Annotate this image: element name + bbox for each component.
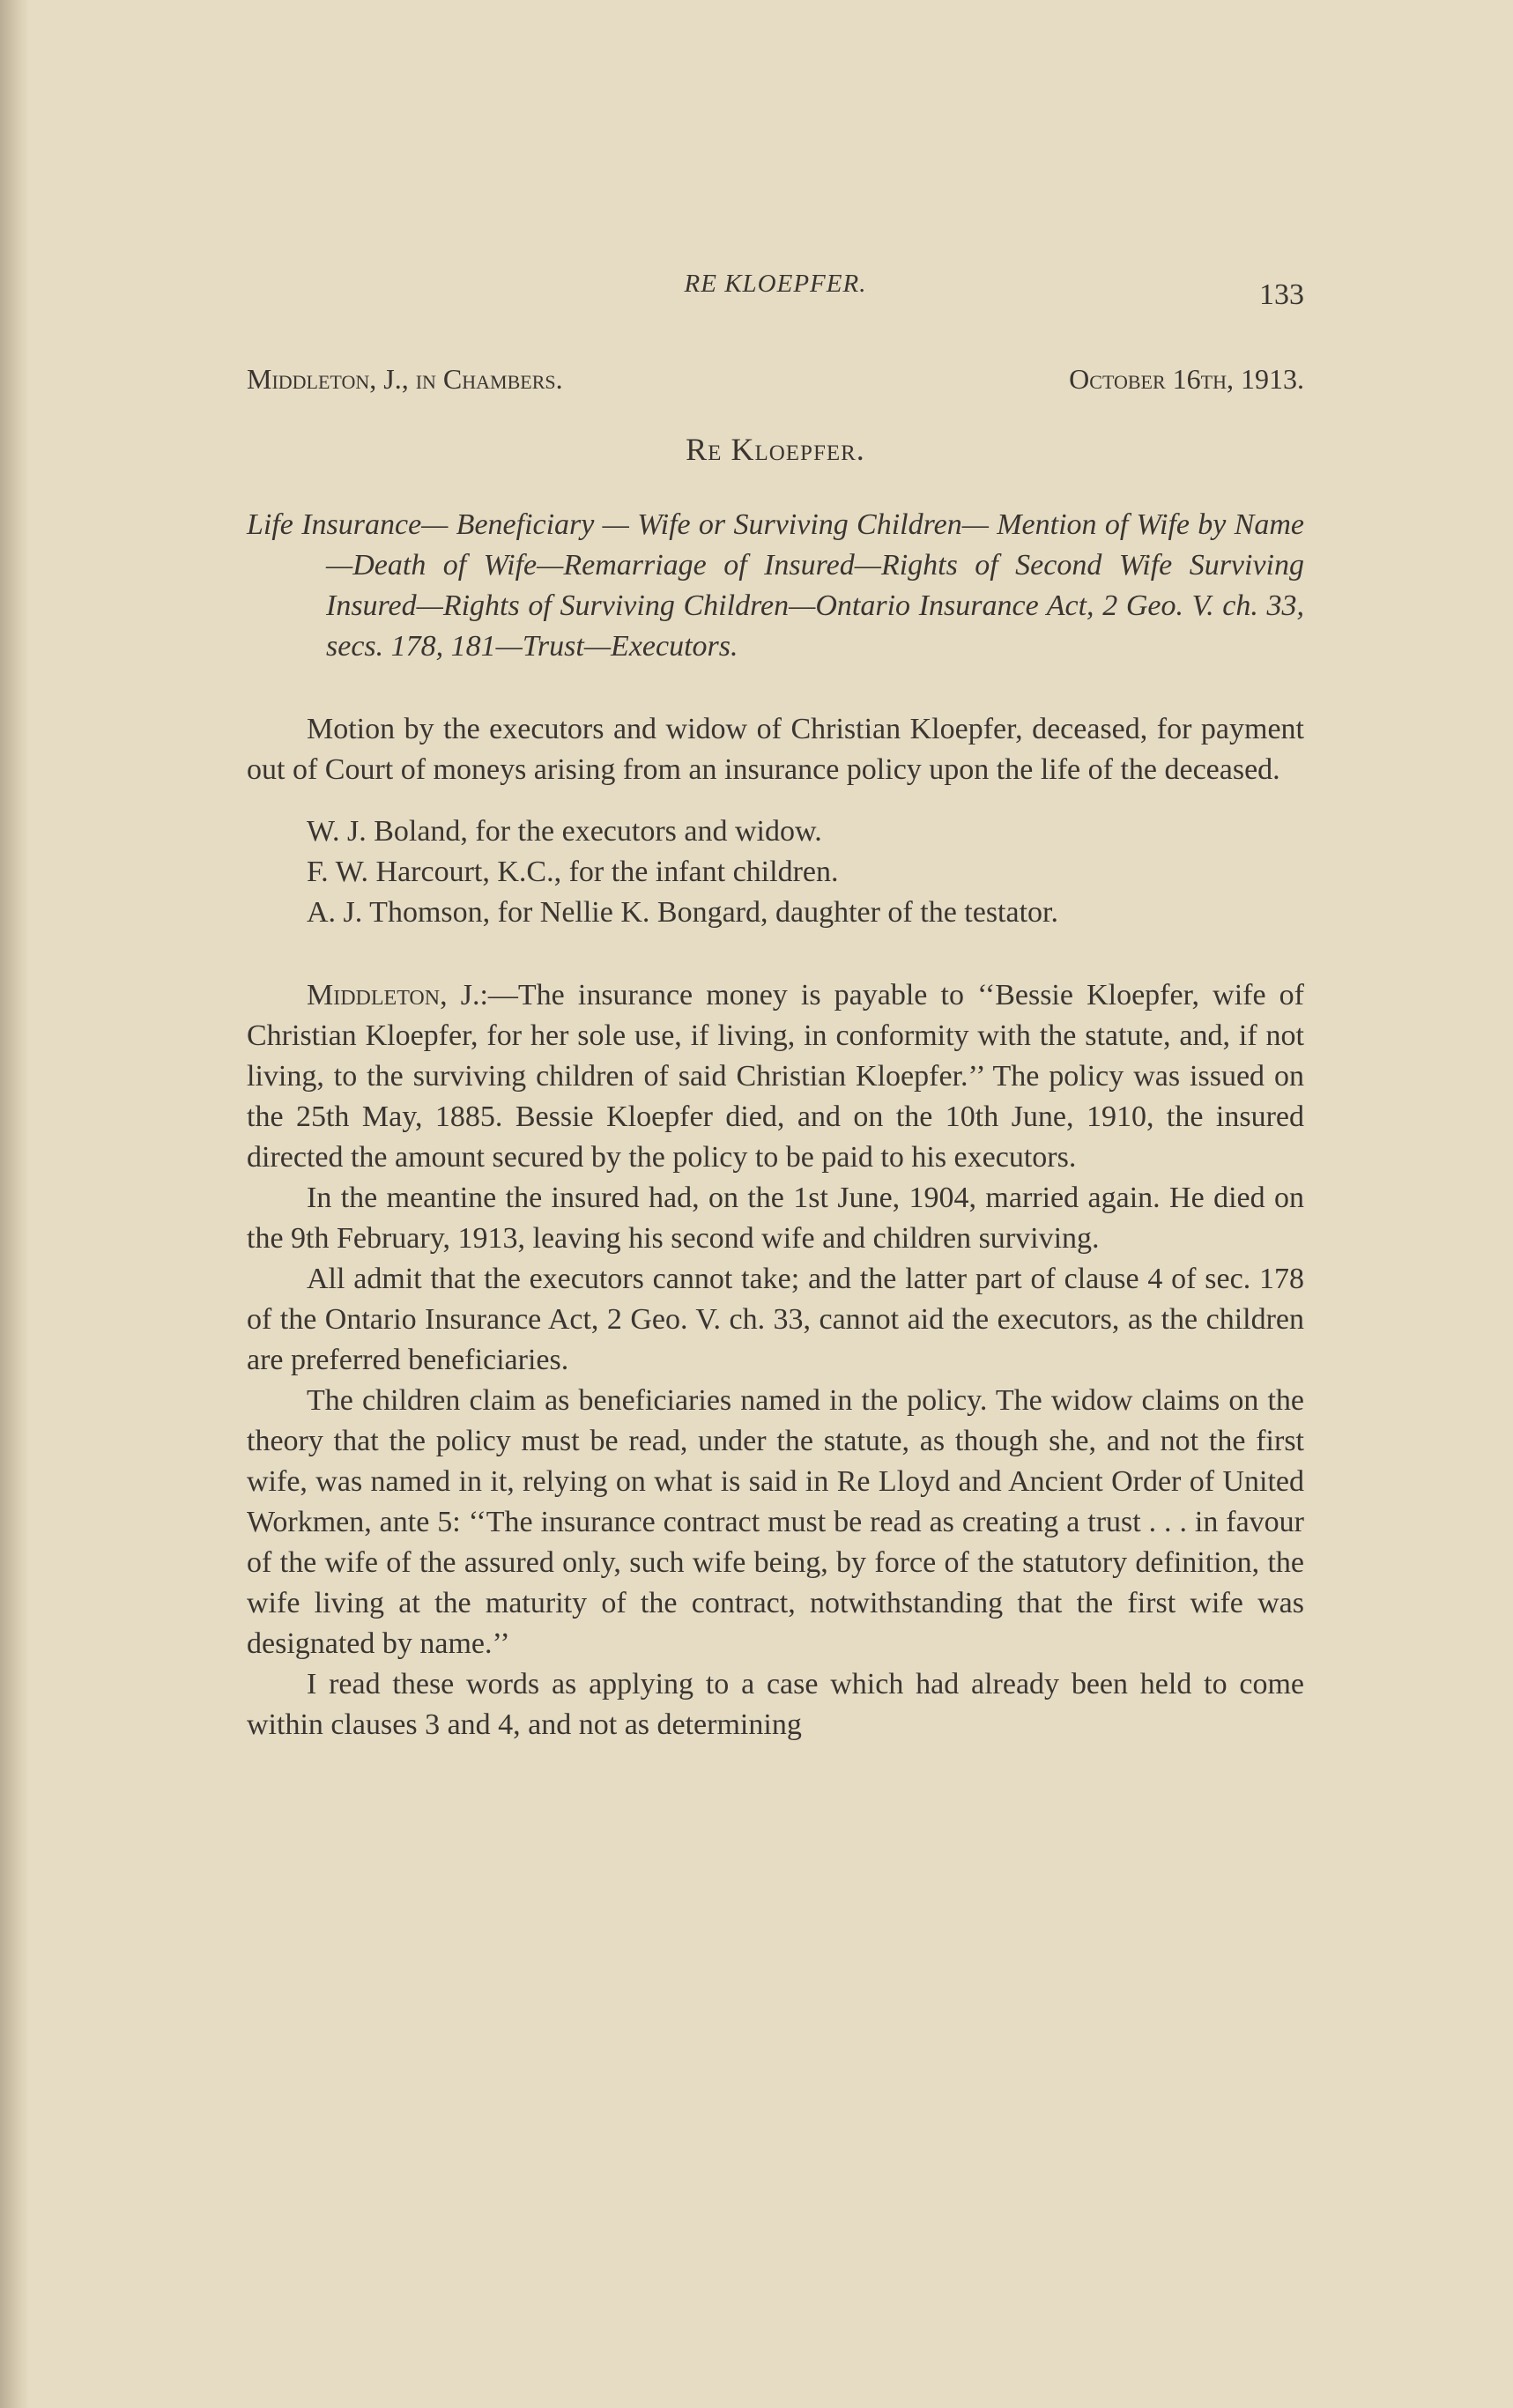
- judgment-text: :—The insurance money is payable to ‘‘Bessie Kloepfer, wife of Christian Kloepfer, for her sole use, if living, in conformity with the statute, and, if not living, to the surviving children of said Christian Kloepfer.’’ The policy was issued on the 25th May, 1885. Bessie Kloepfer died, and on the 10th June, 1910, the insured directed the amount secured by the policy to be paid to his executors.: [247, 979, 1304, 1174]
- judge-name: Middleton, J.: [307, 979, 480, 1011]
- headnote: Life Insurance— Beneficiary — Wife or Surviving Children— Mention of Wife by Name—Death of Wife—Remarriage of Insured—Rights of Second Wife Surviving Insured—Rights of Surviving Children—Ontario Insurance Act, 2 Geo. V. ch. 33, secs. 178, 181—Trust—Executors.: [247, 508, 1304, 663]
- book-page: [247, 264, 1304, 1745]
- judgment-paragraph: The children claim as beneficiaries named in the policy. The widow claims on the theory that the policy must be read, under the statute, as though she, and not the first wife, was named in it, relying on what is said in Re Lloyd and Ancient Order of United Workmen, ante 5: ‘‘The insurance contract must be read as creating a trust . . . in favour of the wife of the assured only, such wife being, by force of the statutory definition, the wife living at the maturity of the contract, notwithstanding that the first wife was designated by name.’’: [247, 1384, 1304, 1660]
- page-number: 133: [1259, 278, 1304, 311]
- running-head: [247, 264, 1304, 317]
- counsel-list: [247, 811, 1304, 933]
- judgment-paragraph: I read these words as applying to a case which had already been held to come within clauses 3 and 4, and not as determining: [247, 1668, 1304, 1741]
- counsel-entry: W. J. Boland, for the executors and widow.: [307, 815, 822, 848]
- running-title: RE KLOEPFER.: [684, 270, 867, 298]
- page-binding-edge: [0, 0, 30, 2408]
- judge-chambers: Middleton, J., in Chambers.: [247, 363, 563, 395]
- case-title: Re Kloepfer.: [686, 432, 865, 467]
- motion-paragraph: Motion by the executors and widow of Christian Kloepfer, deceased, for payment out of Court of moneys arising from an insurance policy upon the life of the deceased.: [247, 713, 1304, 786]
- counsel-entry: F. W. Harcourt, K.C., for the infant children.: [307, 856, 839, 888]
- judgment-paragraph: In the meantine the insured had, on the 1st June, 1904, married again. He died on the 9th February, 1913, leaving his second wife and children surviving.: [247, 1182, 1304, 1255]
- judgment-date: October 16th, 1913.: [1069, 363, 1304, 395]
- judgment-paragraph: [247, 975, 1304, 1178]
- counsel-entry: A. J. Thomson, for Nellie K. Bongard, daughter of the testator.: [307, 896, 1058, 929]
- court-line: [247, 363, 1304, 396]
- judgment-paragraph: All admit that the executors cannot take; and the latter part of clause 4 of sec. 178 of the Ontario Insurance Act, 2 Geo. V. ch. 33, cannot aid the executors, as the children are preferred beneficiaries.: [247, 1263, 1304, 1376]
